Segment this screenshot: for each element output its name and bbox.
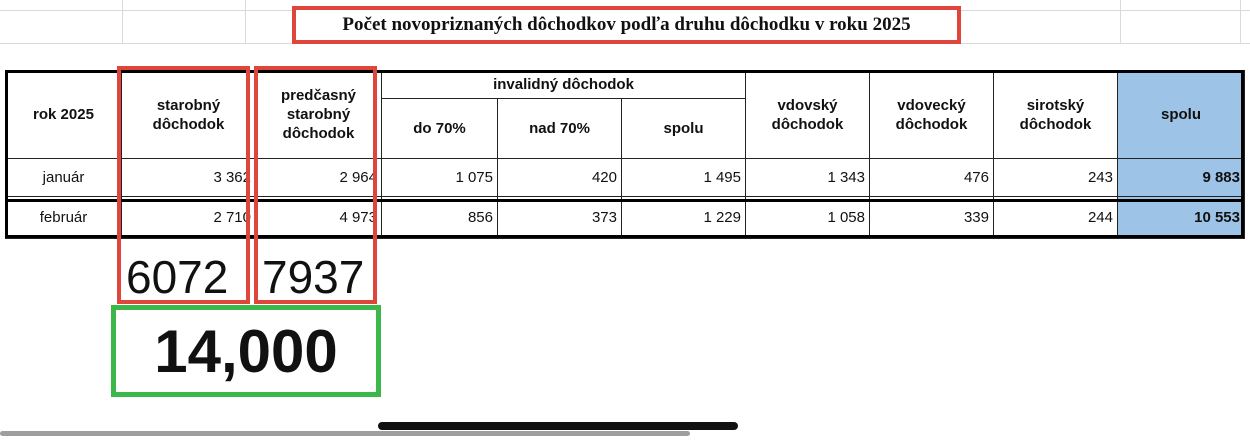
cell-vdovecky: 476 bbox=[870, 159, 994, 197]
cell-month: január bbox=[6, 159, 122, 197]
header-spolu: spolu bbox=[1118, 71, 1245, 159]
header-nad70: nad 70% bbox=[498, 99, 622, 159]
cell-nad70: 420 bbox=[498, 159, 622, 197]
cell-vdovecky: 339 bbox=[870, 197, 994, 239]
cell-inv-spolu: 1 229 bbox=[622, 197, 746, 239]
cell-sirotsky: 243 bbox=[994, 159, 1118, 197]
sheet-title: Počet novopriznaných dôchodkov podľa druhu dôchodku v roku 2025 bbox=[342, 14, 911, 35]
grid-line bbox=[1240, 0, 1241, 44]
header-invalidny: invalidný dôchodok bbox=[382, 71, 746, 99]
green-total-box bbox=[111, 305, 381, 397]
header-vdovsky: vdovský dôchodok bbox=[746, 71, 870, 159]
cell-starobny: 3 362 bbox=[122, 159, 256, 197]
header-do70: do 70% bbox=[382, 99, 498, 159]
sum-starobny: 6072 bbox=[126, 251, 229, 303]
header-sirotsky: sirotský dôchodok bbox=[994, 71, 1118, 159]
header-inv-spolu: spolu bbox=[622, 99, 746, 159]
cell-starobny: 2 710 bbox=[122, 197, 256, 239]
cell-predcasny: 2 964 bbox=[256, 159, 382, 197]
header-rok: rok 2025 bbox=[6, 71, 122, 159]
grid-line bbox=[1120, 0, 1121, 44]
cell-spolu: 9 883 bbox=[1118, 159, 1245, 197]
cell-nad70: 373 bbox=[498, 197, 622, 239]
cell-sirotsky: 244 bbox=[994, 197, 1118, 239]
grid-line bbox=[122, 0, 123, 44]
header-predcasny: predčasný starobný dôchodok bbox=[256, 71, 382, 159]
cell-predcasny: 4 973 bbox=[256, 197, 382, 239]
cell-month: február bbox=[6, 197, 122, 239]
header-vdovecky: vdovecký dôchodok bbox=[870, 71, 994, 159]
total-sum: 14,000 bbox=[154, 317, 338, 385]
home-indicator[interactable] bbox=[378, 422, 738, 430]
cell-do70: 856 bbox=[382, 197, 498, 239]
cell-vdovsky: 1 058 bbox=[746, 197, 870, 239]
cell-vdovsky: 1 343 bbox=[746, 159, 870, 197]
header-starobny: starobný dôchodok bbox=[122, 71, 256, 159]
cell-spolu: 10 553 bbox=[1118, 197, 1245, 239]
cell-inv-spolu: 1 495 bbox=[622, 159, 746, 197]
sum-predcasny: 7937 bbox=[262, 251, 365, 303]
horizontal-scrollbar[interactable] bbox=[0, 431, 690, 436]
title-highlight-box bbox=[292, 6, 961, 44]
cell-do70: 1 075 bbox=[382, 159, 498, 197]
grid-line bbox=[245, 0, 246, 44]
